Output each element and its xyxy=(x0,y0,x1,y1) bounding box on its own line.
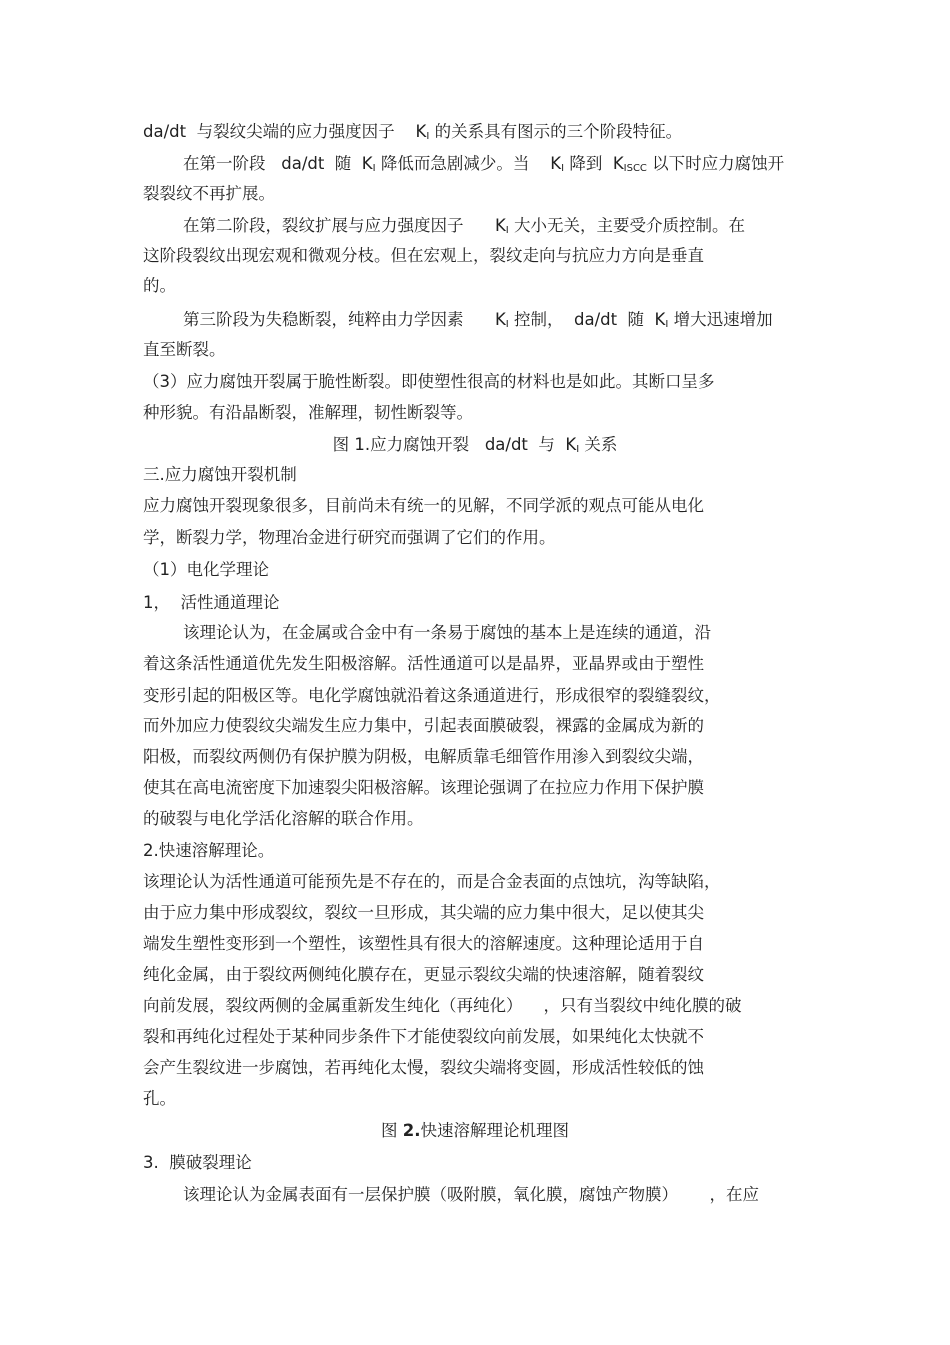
paragraph-line: 第三阶段为失稳断裂，纯粹由力学因素 $K_I$ 控制， da/dt 随 $K_I$ 增大迅速增加 xyxy=(183,310,773,330)
paragraph-line: 会产生裂纹进一步腐蚀，若再纯化太慢，裂纹尖端将变圆，形成活性较低的蚀 xyxy=(143,1058,704,1077)
paragraph-line: 阳极，而裂纹两侧仍有保护膜为阴极，电解质靠毛细管作用渗入到裂纹尖端， xyxy=(143,747,704,766)
paragraph-line: 应力腐蚀开裂现象很多，目前尚未有统一的见解，不同学派的观点可能从电化 xyxy=(143,496,704,515)
paragraph-line: 该理论认为，在金属或合金中有一条易于腐蚀的基本上是连续的通道，沿 xyxy=(183,623,711,642)
paragraph-line: da/dt 与裂纹尖端的应力强度因子 $K_I$ 的关系具有图示的三个阶段特征。 xyxy=(143,122,683,142)
paragraph-line: 着这条活性通道优先发生阳极溶解。活性通道可以是晶界，亚晶界或由于塑性 xyxy=(143,654,704,673)
paragraph-line: 该理论认为金属表面有一层保护膜（吸附膜，氧化膜，腐蚀产物膜） ，在应 xyxy=(183,1185,759,1204)
paragraph-line: 种形貌。有沿晶断裂，准解理，韧性断裂等。 xyxy=(143,403,473,422)
paragraph-line: 这阶段裂纹出现宏观和微观分枝。但在宏观上，裂纹走向与抗应力方向是垂直 xyxy=(143,246,704,265)
subsection-heading: （1）电化学理论 xyxy=(143,560,269,579)
paragraph-line: 该理论认为活性通道可能预先是不存在的，而是合金表面的点蚀坑，沟等缺陷， xyxy=(143,872,721,891)
paragraph-line: 的。 xyxy=(143,276,176,295)
paragraph-line: （3）应力腐蚀开裂属于脆性断裂。即使塑性很高的材料也是如此。其断口呈多 xyxy=(143,372,715,391)
paragraph-line: 裂和再纯化过程处于某种同步条件下才能使裂纹向前发展，如果纯化太快就不 xyxy=(143,1027,704,1046)
paragraph-line: 孔。 xyxy=(143,1089,176,1108)
paragraph-line: 由于应力集中形成裂纹，裂纹一旦形成，其尖端的应力集中很大，足以使其尖 xyxy=(143,903,704,922)
paragraph-line: 直至断裂。 xyxy=(143,340,226,359)
figure-caption: 图 2.快速溶解理论机理图 xyxy=(381,1121,569,1140)
paragraph-line: 变形引起的阳极区等。电化学腐蚀就沿着这条通道进行，形成很窄的裂缝裂纹， xyxy=(143,686,721,705)
figure-caption: 图 1.应力腐蚀开裂 da/dt 与 $K_I$ 关系 xyxy=(332,435,618,455)
section-heading: 三.应力腐蚀开裂机制 xyxy=(143,465,297,484)
paragraph-line: 裂裂纹不再扩展。 xyxy=(143,184,275,203)
item-heading: 1， 活性通道理论 xyxy=(143,593,280,612)
paragraph-line: 纯化金属，由于裂纹两侧纯化膜存在，更显示裂纹尖端的快速溶解，随着裂纹 xyxy=(143,965,704,984)
paragraph-line: 在第二阶段，裂纹扩展与应力强度因子 $K_I$ 大小无关，主要受介质控制。在 xyxy=(183,216,745,236)
item-heading: 3. 膜破裂理论 xyxy=(143,1153,252,1172)
paragraph-line: 学，断裂力学，物理冶金进行研究而强调了它们的作用。 xyxy=(143,528,556,547)
paragraph-line: 端发生塑性变形到一个塑性，该塑性具有很大的溶解速度。这种理论适用于自 xyxy=(143,934,704,953)
item-heading: 2.快速溶解理论。 xyxy=(143,841,275,860)
paragraph-line: 使其在高电流密度下加速裂尖阳极溶解。该理论强调了在拉应力作用下保护膜 xyxy=(143,778,704,797)
paragraph-line: 向前发展，裂纹两侧的金属重新发生纯化（再纯化） ，只有当裂纹中纯化膜的破 xyxy=(143,996,742,1015)
paragraph-line: 在第一阶段 da/dt 随 $K_I$ 降低而急剧减少。当 $K_I$ 降到 $K_{ISCC}$ 以下时应力腐蚀开 xyxy=(183,154,785,174)
paragraph-line: 而外加应力使裂纹尖端发生应力集中，引起表面膜破裂，裸露的金属成为新的 xyxy=(143,716,704,735)
paragraph-line: 的破裂与电化学活化溶解的联合作用。 xyxy=(143,809,424,828)
